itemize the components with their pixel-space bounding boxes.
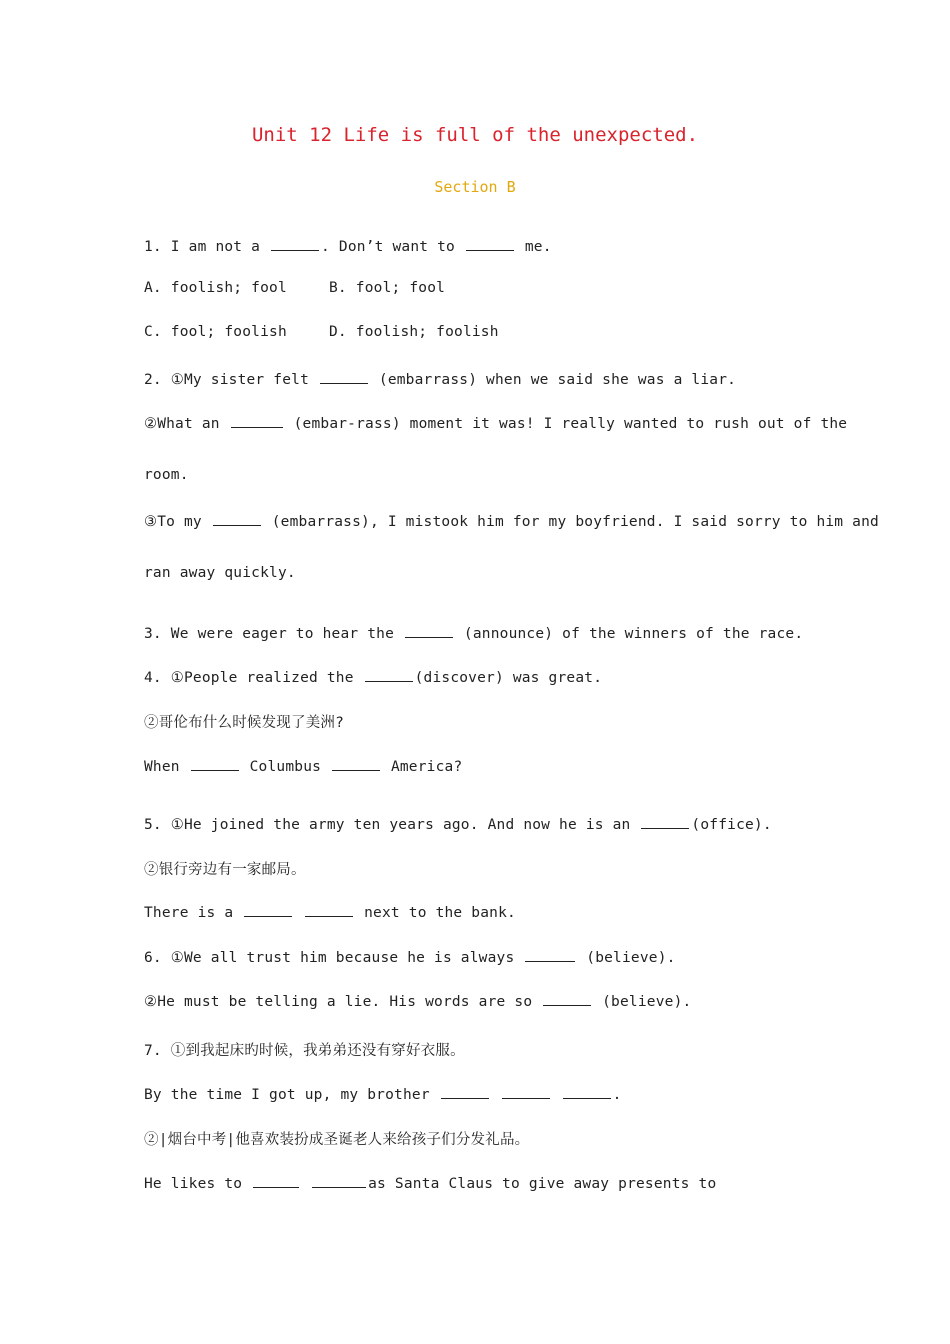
q7-blank-5[interactable]: [312, 1173, 366, 1188]
q6-text-1b: (believe).: [586, 950, 676, 966]
q7-line-4: [144, 1173, 716, 1192]
q4-text-3a: When: [144, 759, 180, 775]
q4-text-3c: America?: [390, 759, 463, 775]
q6-blank-1[interactable]: [525, 947, 575, 962]
q6-line-1: [144, 947, 676, 966]
q7-text-2b: .: [612, 1087, 622, 1103]
q5-blank-3[interactable]: [305, 902, 353, 917]
q2-line-1: [144, 369, 736, 388]
q6-line-2: [144, 991, 691, 1010]
q6-blank-2[interactable]: [543, 991, 591, 1006]
q2-text-2a: ②What an: [144, 416, 220, 432]
q1-stem: [144, 236, 552, 255]
q5-line-2: ②银行旁边有一家邮局。: [144, 862, 306, 878]
q4-line-2: ②哥伦布什么时候发现了美洲?: [144, 715, 345, 731]
q1-option-c[interactable]: C. fool; foolish: [144, 324, 287, 340]
q6-text-1a: 6. ①We all trust him because he is always: [144, 950, 515, 966]
q7-blank-1[interactable]: [441, 1084, 489, 1099]
section-subtitle: Section B: [434, 178, 516, 196]
q5-blank-2[interactable]: [244, 902, 292, 917]
q3-stem: [144, 623, 803, 642]
q4-line-3: [144, 756, 462, 775]
q7-text-2a: By the time I got up, my brother: [144, 1087, 430, 1103]
q4-text-1b: (discover) was great.: [414, 670, 603, 686]
q2-text-2b: (embar-rass) moment it was! I really wanted to rush out of the: [293, 416, 848, 432]
q2-line-3: room.: [144, 467, 189, 483]
q1-option-a[interactable]: A. foolish; fool: [144, 280, 287, 296]
q4-line-1: [144, 667, 602, 686]
q5-line-3: [144, 902, 516, 921]
q2-blank-1[interactable]: [320, 369, 368, 384]
q6-text-2a: ②He must be telling a lie. His words are so: [144, 994, 533, 1010]
q7-line-2: [144, 1084, 622, 1103]
page-title: Unit 12 Life is full of the unexpected.: [251, 124, 699, 146]
q1-options-row-1: [144, 280, 445, 296]
q1-blank-1[interactable]: [271, 236, 319, 251]
q5-text-3a: There is a: [144, 905, 234, 921]
q3-text-a: 3. We were eager to hear the: [144, 626, 395, 642]
q1-text-b: . Don’t want to: [321, 239, 455, 255]
q7-blank-2[interactable]: [502, 1084, 550, 1099]
q7-text-4b: as Santa Claus to give away presents to: [368, 1176, 717, 1192]
q2-line-5: ran away quickly.: [144, 565, 296, 581]
q7-text-4a: He likes to: [144, 1176, 243, 1192]
q1-options-row-2: [144, 324, 499, 340]
q1-option-d[interactable]: D. foolish; foolish: [329, 324, 499, 340]
q2-line-2: [144, 413, 848, 432]
q7-line-1: 7. ①到我起床旳时候，我弟弟还没有穿好衣服。: [144, 1043, 465, 1059]
q7-line-3: ②|烟台中考|他喜欢装扮成圣诞老人来给孩子们分发礼品。: [144, 1132, 530, 1148]
q3-text-b: (announce) of the winners of the race.: [463, 626, 804, 642]
q7-blank-4[interactable]: [253, 1173, 299, 1188]
q4-text-3b: Columbus: [249, 759, 322, 775]
q4-blank-3[interactable]: [332, 756, 380, 771]
q1-text-c: me.: [524, 239, 552, 255]
q3-blank[interactable]: [405, 623, 453, 638]
q7-blank-3[interactable]: [563, 1084, 611, 1099]
q5-line-1: [144, 814, 772, 833]
q2-blank-2[interactable]: [231, 413, 283, 428]
q4-text-1a: 4. ①People realized the: [144, 670, 354, 686]
q2-text-1b: (embarrass) when we said she was a liar.: [378, 372, 737, 388]
q2-blank-3[interactable]: [213, 511, 261, 526]
q4-blank-2[interactable]: [191, 756, 239, 771]
q1-text-a: 1. I am not a: [144, 239, 261, 255]
q2-text-4b: (embarrass), I mistook him for my boyfriend. I said sorry to him and: [271, 514, 879, 530]
q5-blank-1[interactable]: [641, 814, 689, 829]
q6-text-2b: (believe).: [602, 994, 692, 1010]
q4-blank-1[interactable]: [365, 667, 413, 682]
q1-option-b[interactable]: B. fool; fool: [329, 280, 446, 296]
q2-text-4a: ③To my: [144, 514, 202, 530]
q5-text-1b: (office).: [691, 817, 772, 833]
q2-text-1a: 2. ①My sister felt: [144, 372, 310, 388]
q5-text-1a: 5. ①He joined the army ten years ago. And now he is an: [144, 817, 631, 833]
q1-blank-2[interactable]: [466, 236, 514, 251]
q5-text-3b: next to the bank.: [364, 905, 516, 921]
q2-line-4: [144, 511, 879, 530]
